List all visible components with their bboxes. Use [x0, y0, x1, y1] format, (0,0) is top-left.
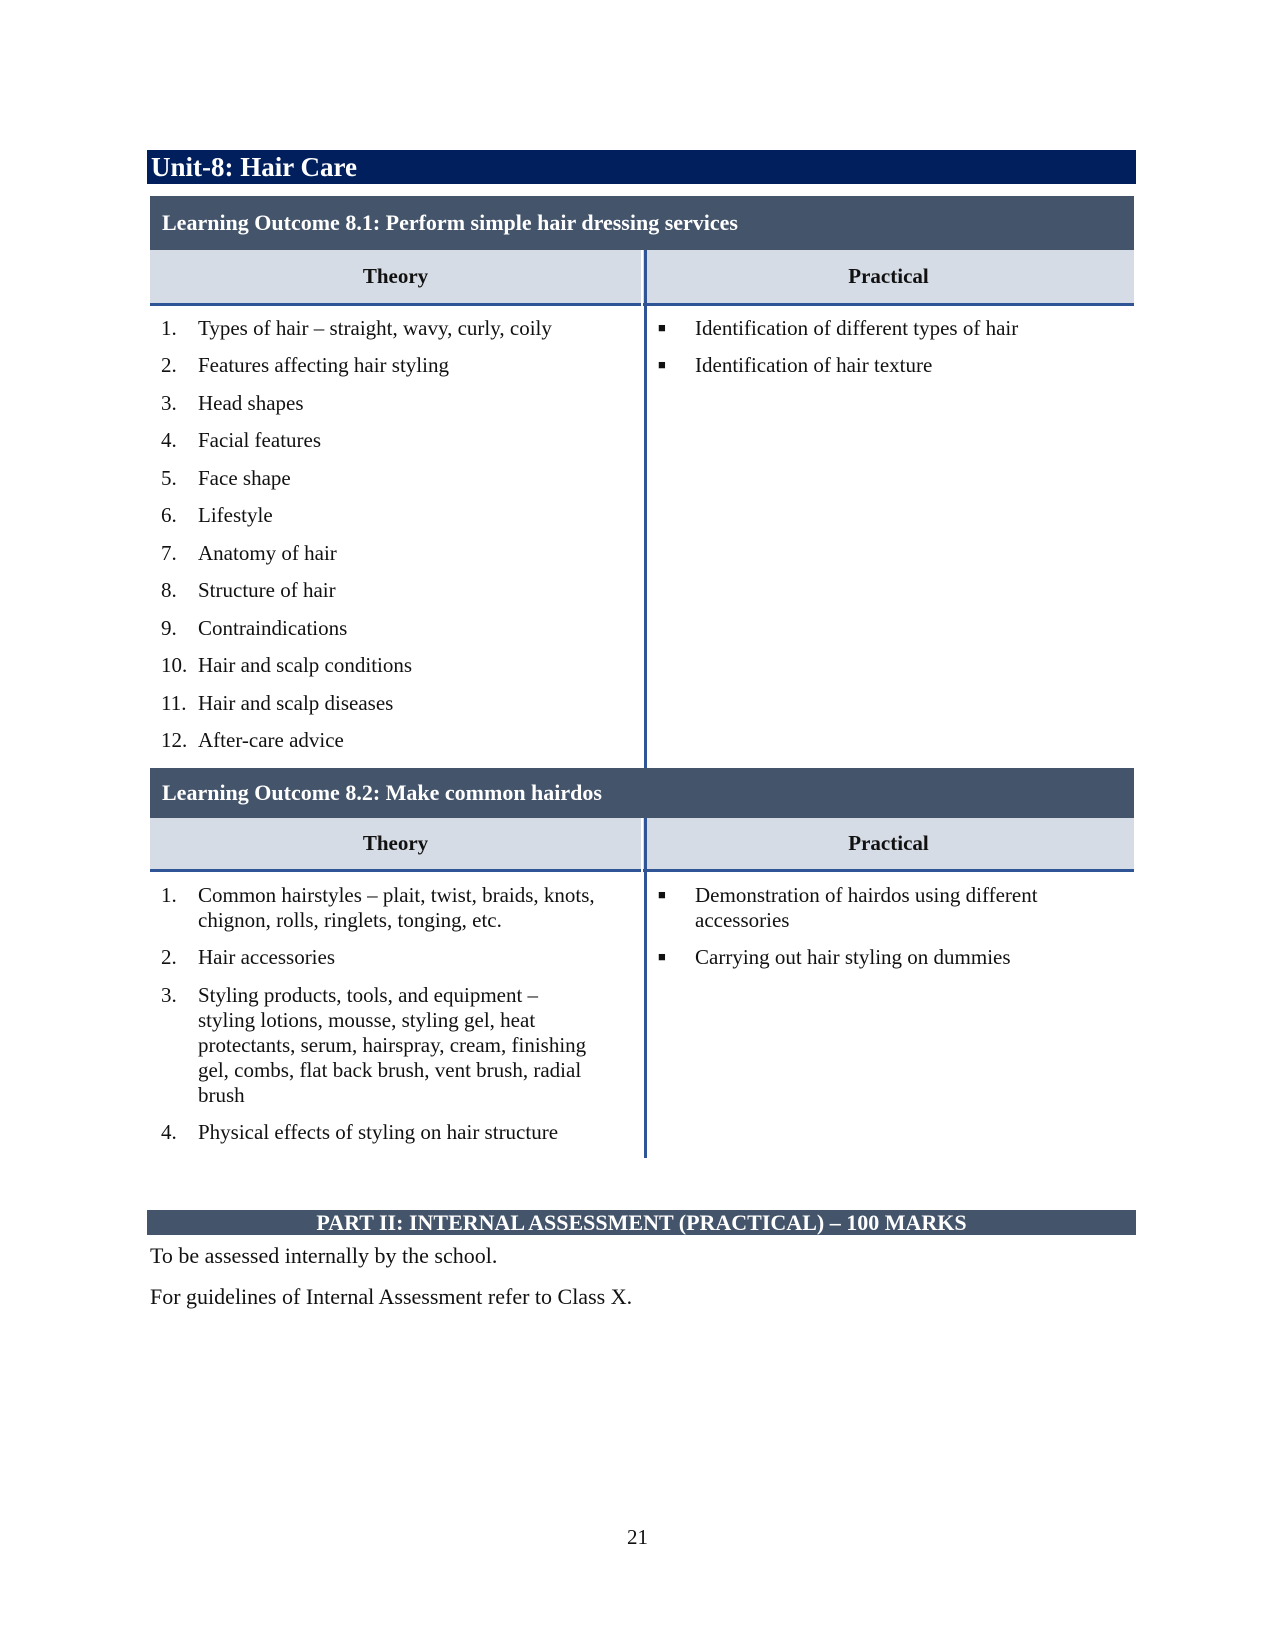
lo2-column-divider	[644, 818, 647, 1158]
lo1-practical-heading: Practical	[643, 250, 1134, 306]
lo2-practical-heading: Practical	[643, 818, 1134, 872]
learning-outcome-8-1-header: Learning Outcome 8.1: Perform simple hair dressing services	[150, 196, 1134, 250]
part-2-heading: PART II: INTERNAL ASSESSMENT (PRACTICAL) – 100 MARKS	[147, 1210, 1136, 1235]
lo1-column-divider	[644, 250, 647, 768]
assessment-note-1: To be assessed internally by the school.	[150, 1243, 498, 1268]
lo1-theory-heading: Theory	[150, 250, 641, 306]
assessment-note-2: For guidelines of Internal Assessment refer to Class X.	[150, 1284, 633, 1309]
learning-outcome-8-2-header: Learning Outcome 8.2: Make common hairdos	[150, 768, 1134, 818]
lo2-theory-heading: Theory	[150, 818, 641, 872]
unit-title: Unit-8: Hair Care	[147, 150, 1136, 184]
page-number: 21	[627, 1525, 648, 1549]
